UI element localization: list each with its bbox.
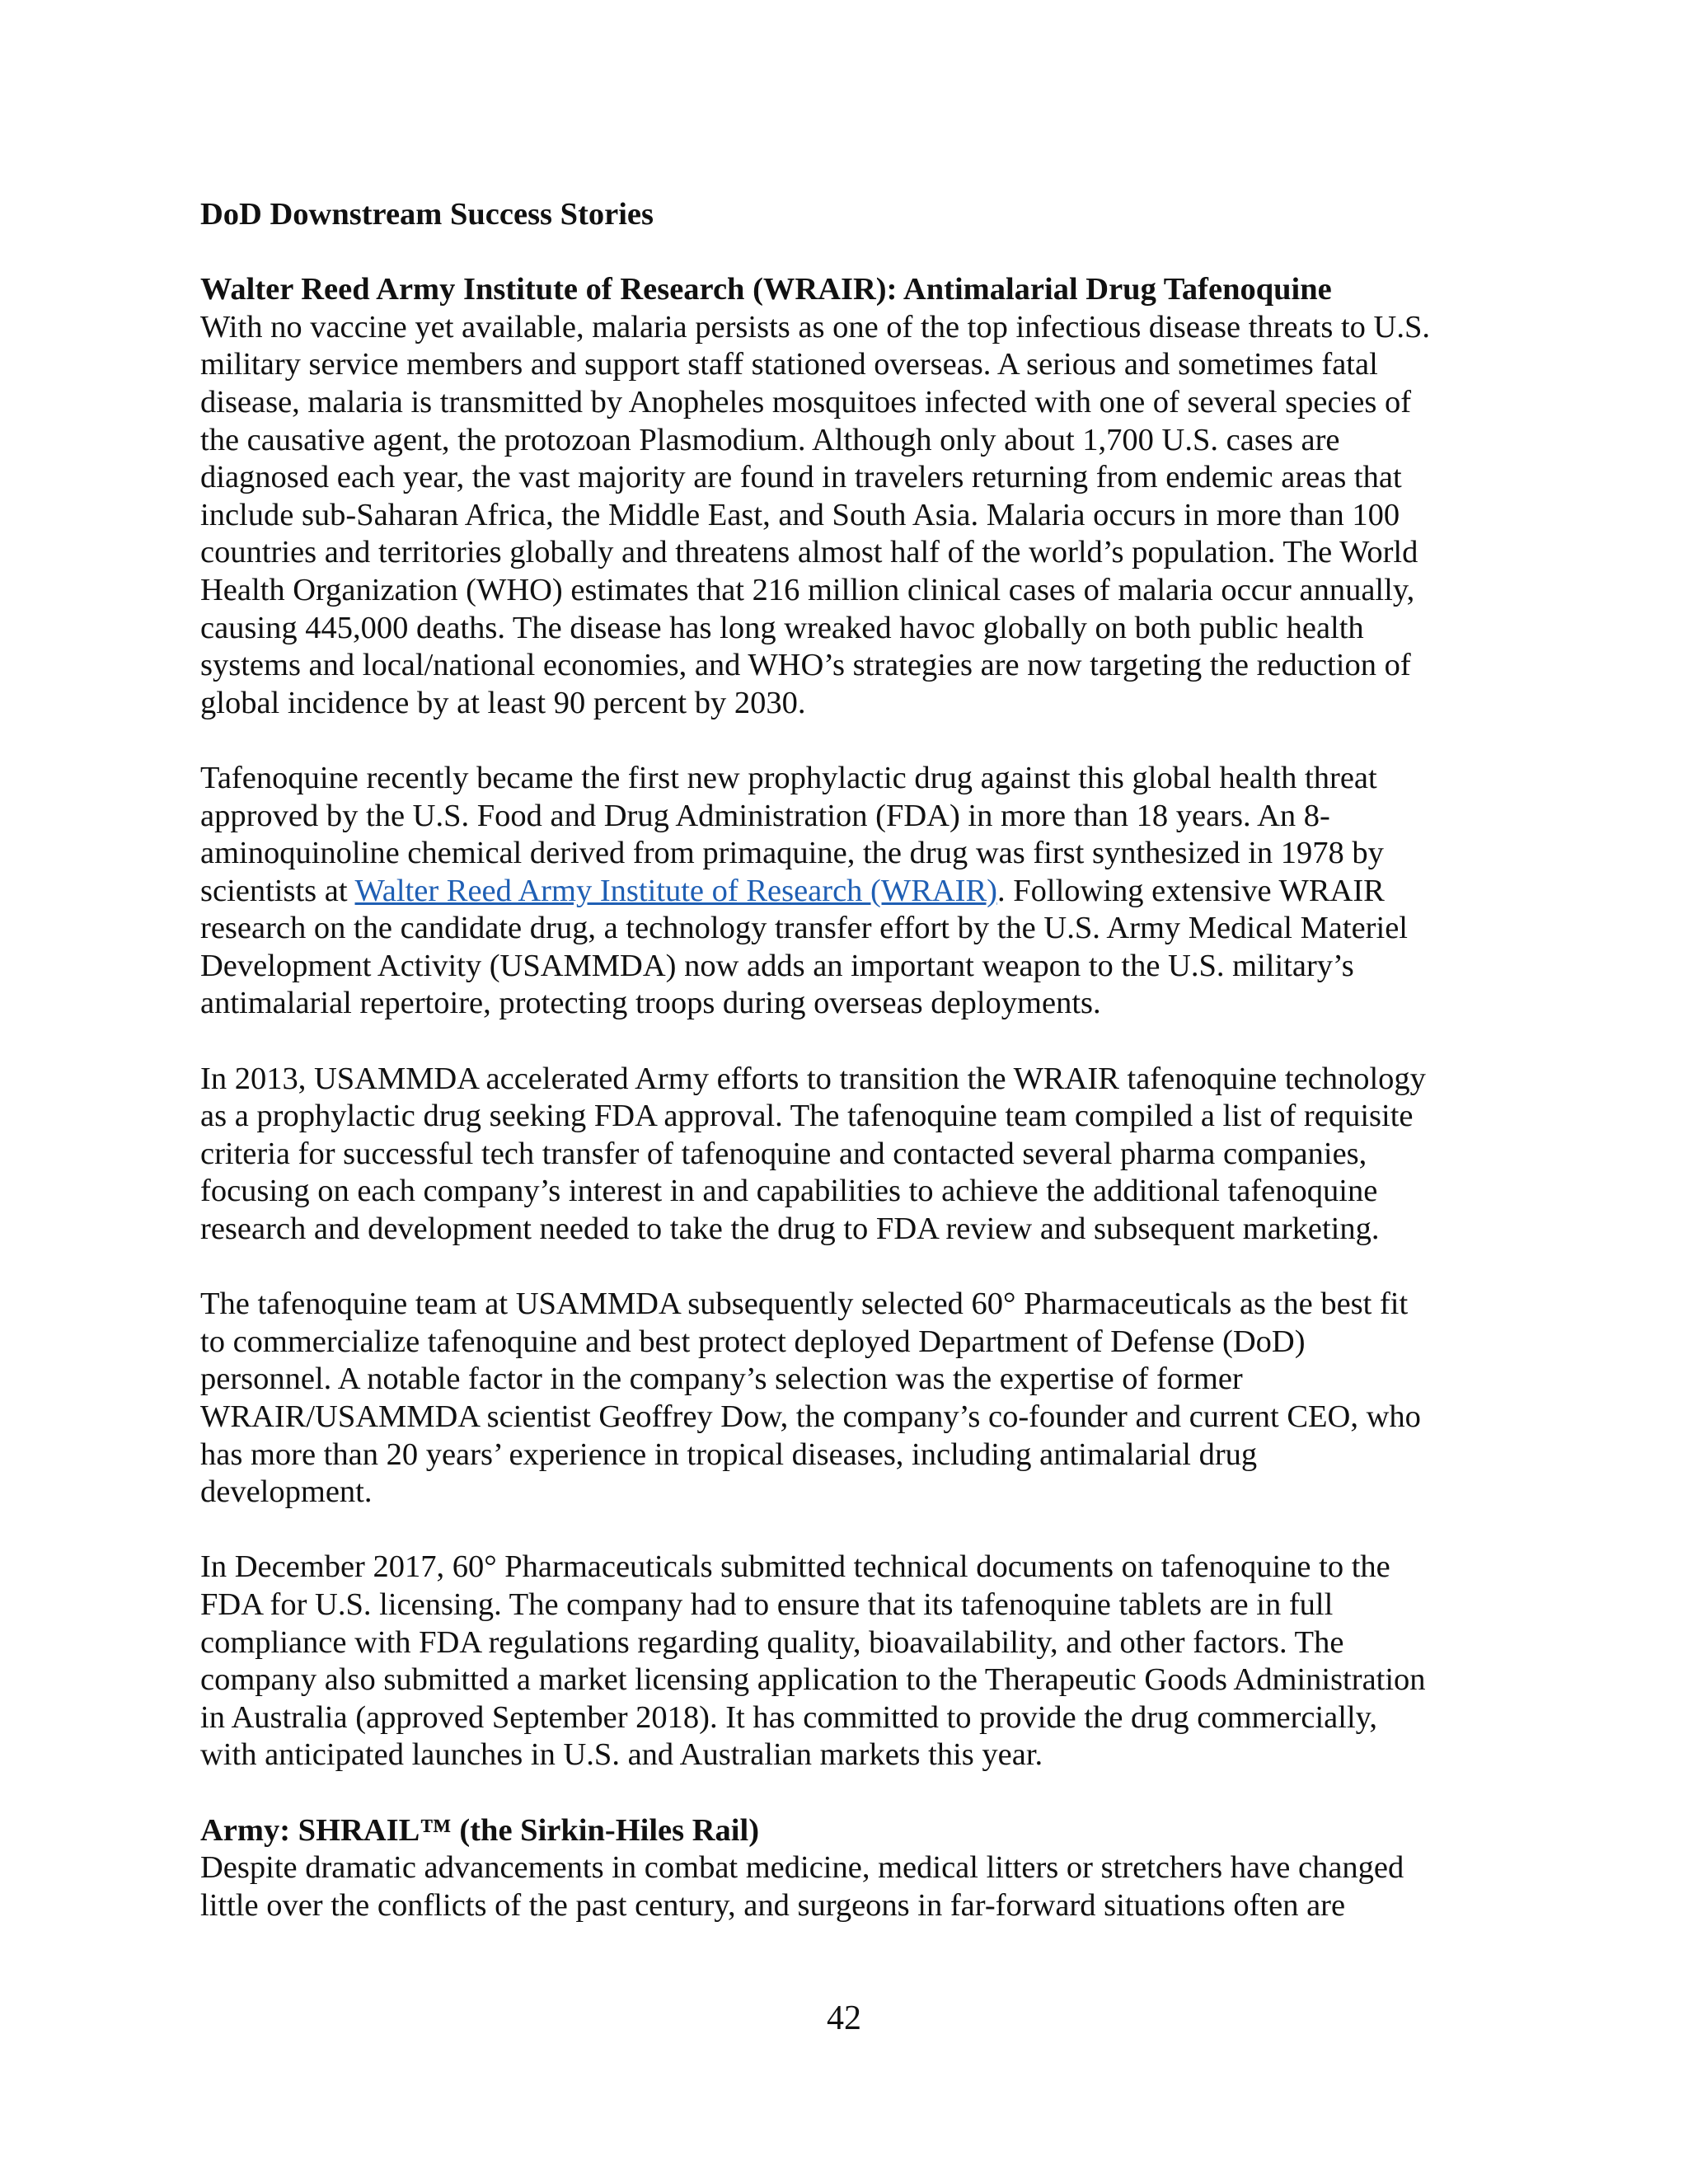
text-line: development.	[200, 1474, 373, 1510]
text-line: diagnosed each year, the vast majority are found in travelers returning from endemic areas that	[200, 460, 1402, 495]
text-line: criteria for successful tech transfer of tafenoquine and contacted several pharma companies,	[200, 1136, 1367, 1171]
document-title: DoD Downstream Success Stories	[200, 197, 654, 232]
text-line: antimalarial repertoire, protecting troops during overseas deployments.	[200, 986, 1101, 1021]
text-line: in Australia (approved September 2018). It has committed to provide the drug commercially,	[200, 1699, 1378, 1735]
section-heading-wrair: Walter Reed Army Institute of Research (WRAIR): Antimalarial Drug Tafenoquine	[200, 272, 1332, 307]
text-line: focusing on each company’s interest in and capabilities to achieve the additional tafenoquine	[200, 1174, 1378, 1209]
text-line: approved by the U.S. Food and Drug Administration (FDA) in more than 18 years. An 8-	[200, 798, 1330, 833]
text-line: The tafenoquine team at USAMMDA subsequently selected 60° Pharmaceuticals as the best fit	[200, 1286, 1409, 1322]
text-line: to commercialize tafenoquine and best protect deployed Department of Defense (DoD)	[200, 1324, 1306, 1359]
text-line: In December 2017, 60° Pharmaceuticals submitted technical documents on tafenoquine to the	[200, 1549, 1390, 1585]
paragraph-malaria-intro	[200, 309, 1519, 723]
paragraph-tafenoquine-approval	[200, 760, 1519, 1023]
text-line: military service members and support staff stationed overseas. A serious and sometimes fatal	[200, 347, 1378, 382]
text-line: Despite dramatic advancements in combat medicine, medical litters or stretchers have changed	[200, 1850, 1404, 1886]
page-number: 42	[827, 1999, 861, 2037]
page-content	[200, 196, 1519, 1962]
text-line: With no vaccine yet available, malaria persists as one of the top infectious disease threats to U.S.	[200, 309, 1431, 344]
text-line: with anticipated launches in U.S. and Australian markets this year.	[200, 1737, 1043, 1773]
text-line: little over the conflicts of the past century, and surgeons in far-forward situations often are	[200, 1887, 1346, 1923]
text-line: compliance with FDA regulations regarding quality, bioavailability, and other factors. The	[200, 1624, 1344, 1660]
text-line: research and development needed to take the drug to FDA review and subsequent marketing.	[200, 1212, 1380, 1247]
text-segment: scientists at	[200, 873, 355, 908]
text-line: as a prophylactic drug seeking FDA approval. The tafenoquine team compiled a list of requisite	[200, 1099, 1414, 1134]
paragraph-60-degrees-selection	[200, 1286, 1519, 1511]
wrair-link[interactable]: Walter Reed Army Institute of Research (WRAIR)	[354, 873, 997, 908]
text-line: include sub-Saharan Africa, the Middle East, and South Asia. Malaria occurs in more than 100	[200, 497, 1400, 532]
text-line-with-link	[200, 873, 1519, 911]
text-line: aminoquinoline chemical derived from primaquine, the drug was first synthesized in 1978 by	[200, 836, 1384, 871]
text-line: systems and local/national economies, and WHO’s strategies are now targeting the reduction of	[200, 648, 1411, 683]
section-heading-shrail: Army: SHRAIL™ (the Sirkin-Hiles Rail)	[200, 1812, 760, 1848]
paragraph-fda-submission	[200, 1549, 1519, 1774]
text-line: disease, malaria is transmitted by Anopheles mosquitoes infected with one of several species of	[200, 384, 1412, 419]
text-segment: . Following extensive WRAIR	[997, 873, 1385, 908]
text-line: WRAIR/USAMMDA scientist Geoffrey Dow, the company’s co-founder and current CEO, who	[200, 1399, 1421, 1434]
text-line: In 2013, USAMMDA accelerated Army efforts to transition the WRAIR tafenoquine technology	[200, 1061, 1426, 1096]
paragraph-shrail-intro	[200, 1849, 1519, 1924]
paragraph-usammda-2013	[200, 1061, 1519, 1249]
text-line: FDA for U.S. licensing. The company had to ensure that its tafenoquine tablets are in full	[200, 1586, 1334, 1622]
text-line: Development Activity (USAMMDA) now adds an important weapon to the U.S. military’s	[200, 948, 1354, 983]
text-line: countries and territories globally and threatens almost half of the world’s population. The World	[200, 535, 1418, 570]
text-line: has more than 20 years’ experience in tropical diseases, including antimalarial drug	[200, 1436, 1258, 1472]
text-line: personnel. A notable factor in the company’s selection was the expertise of former	[200, 1361, 1243, 1397]
text-line: company also submitted a market licensing application to the Therapeutic Goods Administration	[200, 1662, 1426, 1698]
text-line: the causative agent, the protozoan Plasmodium. Although only about 1,700 U.S. cases are	[200, 422, 1340, 457]
text-line: Tafenoquine recently became the first new prophylactic drug against this global health threat	[200, 760, 1377, 795]
text-line: research on the candidate drug, a technology transfer effort by the U.S. Army Medical Materiel	[200, 911, 1408, 946]
text-line: Health Organization (WHO) estimates that 216 million clinical cases of malaria occur annually,	[200, 572, 1415, 607]
text-line: global incidence by at least 90 percent by 2030.	[200, 685, 806, 720]
text-line: causing 445,000 deaths. The disease has long wreaked havoc globally on both public health	[200, 610, 1364, 645]
